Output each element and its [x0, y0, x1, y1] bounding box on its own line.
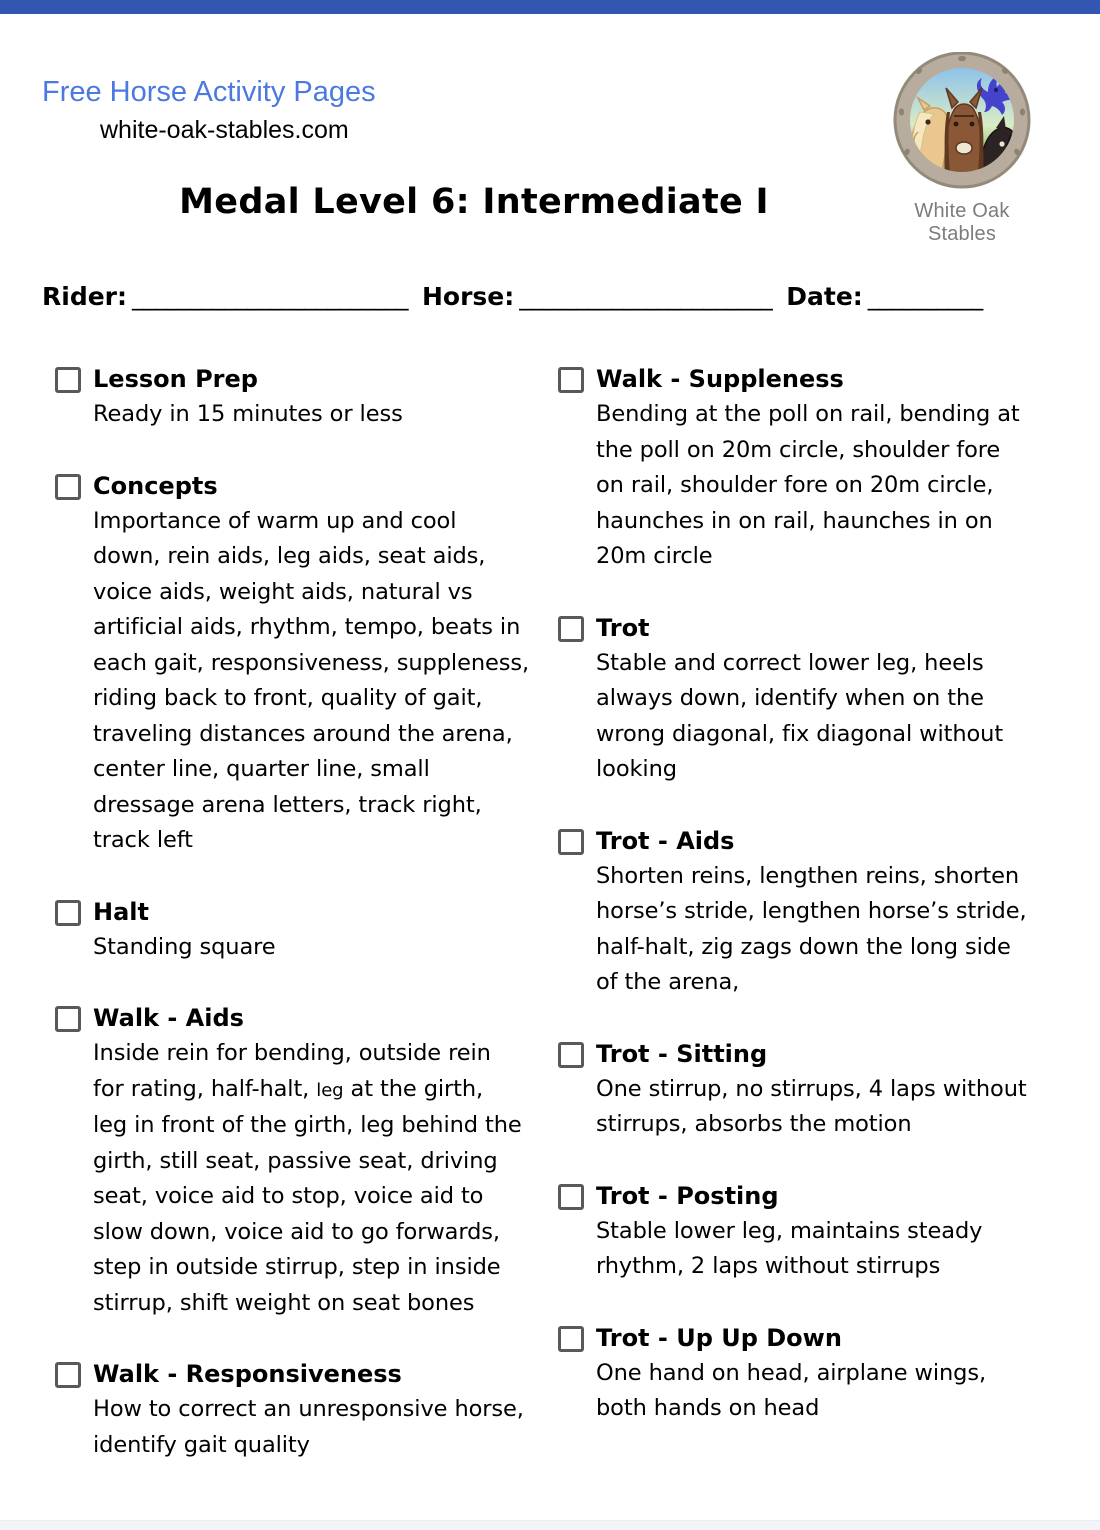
- item-desc-line: center line, quarter line, small: [93, 756, 430, 782]
- item-title: Concepts: [93, 471, 218, 500]
- item-desc-line: each gait, responsiveness, suppleness,: [93, 649, 530, 676]
- bottom-footer-bar: [0, 1520, 1100, 1530]
- checklist-item-header: [55, 1001, 552, 1036]
- item-desc-line: step in outside stirrup, step in inside: [93, 1254, 501, 1280]
- date-blank-line: __________: [867, 283, 983, 311]
- item-desc-line: for rating, half-halt, leg at the girth,: [93, 1075, 484, 1102]
- item-desc-line: leg in front of the girth, leg behind the: [93, 1112, 522, 1138]
- checklist-item-header: [55, 469, 552, 504]
- item-title: Trot - Aids: [596, 826, 735, 855]
- item-desc-line: artificial aids, rhythm, tempo, beats in: [93, 614, 521, 640]
- item-desc-line: identify gait quality: [93, 1431, 310, 1458]
- checkbox[interactable]: [558, 367, 584, 393]
- item-desc-line: stirrup, shift weight on seat bones: [93, 1289, 475, 1316]
- item-desc-line: horse’s stride, lengthen horse’s stride,: [596, 898, 1027, 924]
- date-label: Date:: [786, 282, 863, 311]
- item-description: [596, 1072, 1093, 1143]
- item-title: Trot: [596, 613, 650, 642]
- checklist-item-header: [55, 895, 552, 930]
- item-description: [596, 1356, 1093, 1427]
- item-desc-line: seat, voice aid to stop, voice aid to: [93, 1183, 484, 1209]
- checkbox[interactable]: [558, 1042, 584, 1068]
- checklist-item: [55, 1001, 552, 1321]
- item-desc-line: of the arena,: [596, 969, 740, 995]
- item-description: [93, 397, 552, 433]
- rider-label: Rider:: [42, 282, 127, 311]
- rider-horse-date-row: [42, 282, 983, 311]
- checkbox[interactable]: [558, 1326, 584, 1352]
- item-description: [93, 930, 552, 966]
- item-desc-line: stirrups, absorbs the motion: [596, 1111, 912, 1137]
- item-description: [596, 859, 1093, 1001]
- item-desc-line: slow down, voice aid to go forwards,: [93, 1218, 500, 1245]
- checklist-item-header: [558, 362, 1093, 397]
- item-title: Trot - Up Up Down: [596, 1323, 842, 1352]
- item-desc-line: the poll on 20m circle, shoulder fore: [596, 436, 1001, 463]
- item-desc-line: One stirrup, no stirrups, 4 laps without: [596, 1075, 1027, 1102]
- item-title: Walk - Suppleness: [596, 365, 844, 393]
- item-desc-line: wrong diagonal, fix diagonal without: [596, 720, 1004, 747]
- item-desc-line: always down, identify when on the: [596, 685, 984, 711]
- small-text: leg: [316, 1079, 344, 1101]
- item-desc-line: Importance of warm up and cool: [93, 507, 457, 534]
- item-title: Trot - Posting: [596, 1181, 779, 1210]
- item-description: [93, 1036, 552, 1321]
- checkbox[interactable]: [55, 900, 81, 926]
- checkbox[interactable]: [558, 616, 584, 642]
- item-desc-line: rhythm, 2 laps without stirrups: [596, 1253, 941, 1279]
- item-desc-line: Stable lower leg, maintains steady: [596, 1217, 983, 1244]
- checklist-item: [55, 362, 552, 433]
- checkbox[interactable]: [55, 1006, 81, 1032]
- checklist-column-left: [55, 362, 552, 1499]
- horse-label: Horse:: [422, 282, 515, 311]
- stables-logo-image: [884, 52, 1040, 198]
- checklist-item: [558, 611, 1093, 788]
- item-desc-line: Ready in 15 minutes or less: [93, 401, 403, 427]
- checkbox[interactable]: [558, 1184, 584, 1210]
- horse-blank-line: ______________________: [519, 283, 773, 311]
- item-title: Walk - Responsiveness: [93, 1360, 402, 1388]
- stables-logo-caption: White Oak Stables: [914, 200, 1010, 245]
- checklist-item-header: [558, 1321, 1093, 1356]
- item-desc-line: Shorten reins, lengthen reins, shorten: [596, 862, 1020, 889]
- item-desc-line: looking: [596, 756, 677, 782]
- checkbox[interactable]: [55, 367, 81, 393]
- checklist-item-header: [558, 1037, 1093, 1072]
- item-desc-line: half-halt, zig zags down the long side: [596, 933, 1011, 960]
- item-title: Trot - Sitting: [596, 1039, 768, 1068]
- item-desc-line: Stable and correct lower leg, heels: [596, 649, 984, 676]
- checkbox[interactable]: [55, 474, 81, 500]
- item-description: [596, 1214, 1093, 1285]
- item-description: [93, 504, 552, 859]
- item-description: [596, 646, 1093, 788]
- item-desc-line: both hands on head: [596, 1395, 820, 1421]
- brand-heading: Free Horse Activity Pages: [42, 76, 376, 108]
- top-banner-bar: [0, 0, 1100, 14]
- item-title: Lesson Prep: [93, 365, 258, 393]
- checklist-item: [55, 1357, 552, 1463]
- checklist-item: [558, 1179, 1093, 1285]
- item-desc-line: One hand on head, airplane wings,: [596, 1359, 986, 1386]
- item-desc-line: riding back to front, quality of gait,: [93, 685, 483, 711]
- checkbox[interactable]: [558, 829, 584, 855]
- item-desc-line: How to correct an unresponsive horse,: [93, 1396, 524, 1422]
- checklist-item: [558, 824, 1093, 1001]
- item-desc-line: 20m circle: [596, 543, 713, 569]
- rider-blank-line: ________________________: [132, 283, 408, 311]
- checklist-item-header: [558, 1179, 1093, 1214]
- checklist-item: [558, 1321, 1093, 1427]
- item-desc-line: Bending at the poll on rail, bending at: [596, 401, 1020, 427]
- item-desc-line: dressage arena letters, track right,: [93, 791, 482, 818]
- checklist-item-header: [558, 824, 1093, 859]
- item-desc-line: haunches in on rail, haunches in on: [596, 507, 993, 534]
- checklist-item-header: [55, 362, 552, 397]
- checklist-item: [558, 362, 1093, 575]
- checklist-item: [55, 469, 552, 859]
- item-desc-line: Inside rein for bending, outside rein: [93, 1040, 491, 1066]
- item-desc-line: voice aids, weight aids, natural vs: [93, 578, 473, 605]
- checklist-item-header: [558, 611, 1093, 646]
- item-title: Walk - Aids: [93, 1004, 244, 1032]
- item-description: [596, 397, 1093, 575]
- checklist-item: [558, 1037, 1093, 1143]
- item-desc-line: on rail, shoulder fore on 20m circle,: [596, 472, 994, 498]
- item-desc-line: track left: [93, 827, 193, 853]
- item-desc-line: girth, still seat, passive seat, driving: [93, 1147, 498, 1174]
- checkbox[interactable]: [55, 1362, 81, 1388]
- checklist-column-right: [558, 362, 1093, 1463]
- item-description: [93, 1392, 552, 1463]
- site-url: white-oak-stables.com: [100, 116, 349, 144]
- checklist-item: [55, 895, 552, 966]
- item-desc-line: Standing square: [93, 933, 276, 960]
- page-title: Medal Level 6: Intermediate I: [179, 182, 769, 222]
- item-desc-line: down, rein aids, leg aids, seat aids,: [93, 543, 486, 569]
- item-title: Halt: [93, 897, 149, 926]
- item-desc-line: traveling distances around the arena,: [93, 720, 513, 747]
- checklist-item-header: [55, 1357, 552, 1392]
